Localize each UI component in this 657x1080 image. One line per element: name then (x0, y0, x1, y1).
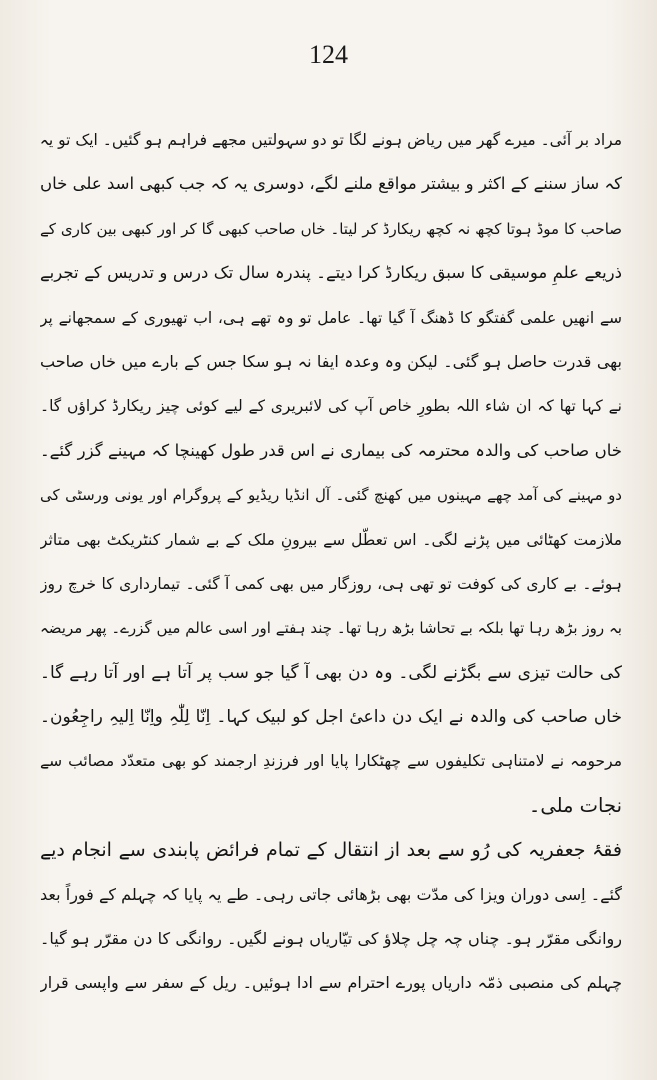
text-line: ذریعے علمِ موسیقی کا سبق ریکارڈ کرا دیتے۔ پندرہ سال تک درس و تدریس کے تجربے (40, 263, 622, 283)
text-line: مرحومہ نے لامتناہی تکلیفوں سے چھٹکارا پایا اور فرزندِ ارجمند کو بھی متعدّد مصائب سے (40, 752, 622, 771)
text-line: مراد بر آئی۔ میرے گھر میں ریاض ہونے لگا تو دو سہولتیں مجھے فراہم ہو گئیں۔ ایک تو یہ (40, 131, 622, 149)
text-line: کی حالت تیزی سے بگڑنے لگی۔ وہ دن بھی آ گیا جو سب پر آتا ہے اور آتا رہے گا۔ (40, 662, 622, 683)
text-line: چہلم کی منصبی ذمّہ داریاں پورے احترام سے ادا ہوئیں۔ ریل کے سفر سے واپسی قرار (40, 973, 622, 993)
text-line: نے کہا تھا کہ ان شاء اللہ بطورِ خاص آپ کی لائبریری کے لیے کوئی چیز ریکارڈ کراؤں گا۔ (40, 397, 622, 416)
body-text (40, 118, 622, 1006)
text-line: فقۂ جعفریہ کی رُو سے بعد از انتقال کے تمام فرائض پابندی سے انجام دیے (40, 839, 622, 862)
text-line: نجات ملی۔ (528, 793, 622, 817)
text-line: خاں صاحب کی والدہ نے ایک دن داعیٔ اجل کو لبیک کہا۔ اِنّا لِلّٰہِ واِنّا اِلیہِ راجِعُون۔ (40, 707, 622, 728)
text-line: روانگی مقرّر ہو۔ چناں چہ چل چلاؤ کی تیّاریاں ہونے لگیں۔ روانگی کا دن مقرّر ہو گیا۔ (40, 929, 622, 949)
text-line: کہ ساز سننے کے اکثر و بیشتر مواقع ملنے لگے، دوسری یہ کہ جب کبھی اسد علی خاں (40, 174, 622, 194)
text-line: گئے۔ اِسی دوران ویزا کی مدّت بھی بڑھائی جاتی رہی۔ طے یہ پایا کہ چہلم کے فوراً بعد (40, 884, 622, 904)
text-line: ہوئے۔ بے کاری کی کوفت تو تھی ہی، روزگار میں بھی کمی آ گئی۔ تیمارداری کا خرچ روز (40, 574, 622, 593)
text-line: دو مہینے کی آمد چھے مہینوں میں کھنچ گئی۔ آل انڈیا ریڈیو کے پروگرام اور یونی ورسٹی کی (40, 486, 622, 505)
text-line: خاں صاحب کی والدہ محترمہ کی بیماری نے اس قدر طول کھینچا کہ مہینے گزر گئے۔ (40, 440, 622, 460)
text-line: بھی قدرت حاصل ہو گئی۔ لیکن وہ وعدہ ایفا نہ ہو سکا جس کے بارے میں خاں صاحب (40, 351, 622, 371)
text-line: بہ روز بڑھ رہا تھا بلکہ بے تحاشا بڑھ رہا تھا۔ چند ہفتے اور اسی عالم میں گزرے۔ پھر مریضہ (40, 619, 622, 638)
text-line: صاحب کا موڈ ہوتا کچھ نہ کچھ ریکارڈ کر لیتا۔ خاں صاحب کبھی گا کر اور کبھی بین کاری کے (40, 219, 622, 238)
text-line: ملازمت کھٹائی میں پڑنے لگی۔ اس تعطّل سے بیرونِ ملک کے بے شمار کنٹریکٹ بھی متاثر (40, 530, 622, 549)
page-number: 124 (309, 40, 348, 69)
text-line: سے انھیں علمی گفتگو کا ڈھنگ آ گیا تھا۔ عامل تو وہ تھے ہی، اب تھیوری کے سمجھانے پر (40, 308, 622, 327)
